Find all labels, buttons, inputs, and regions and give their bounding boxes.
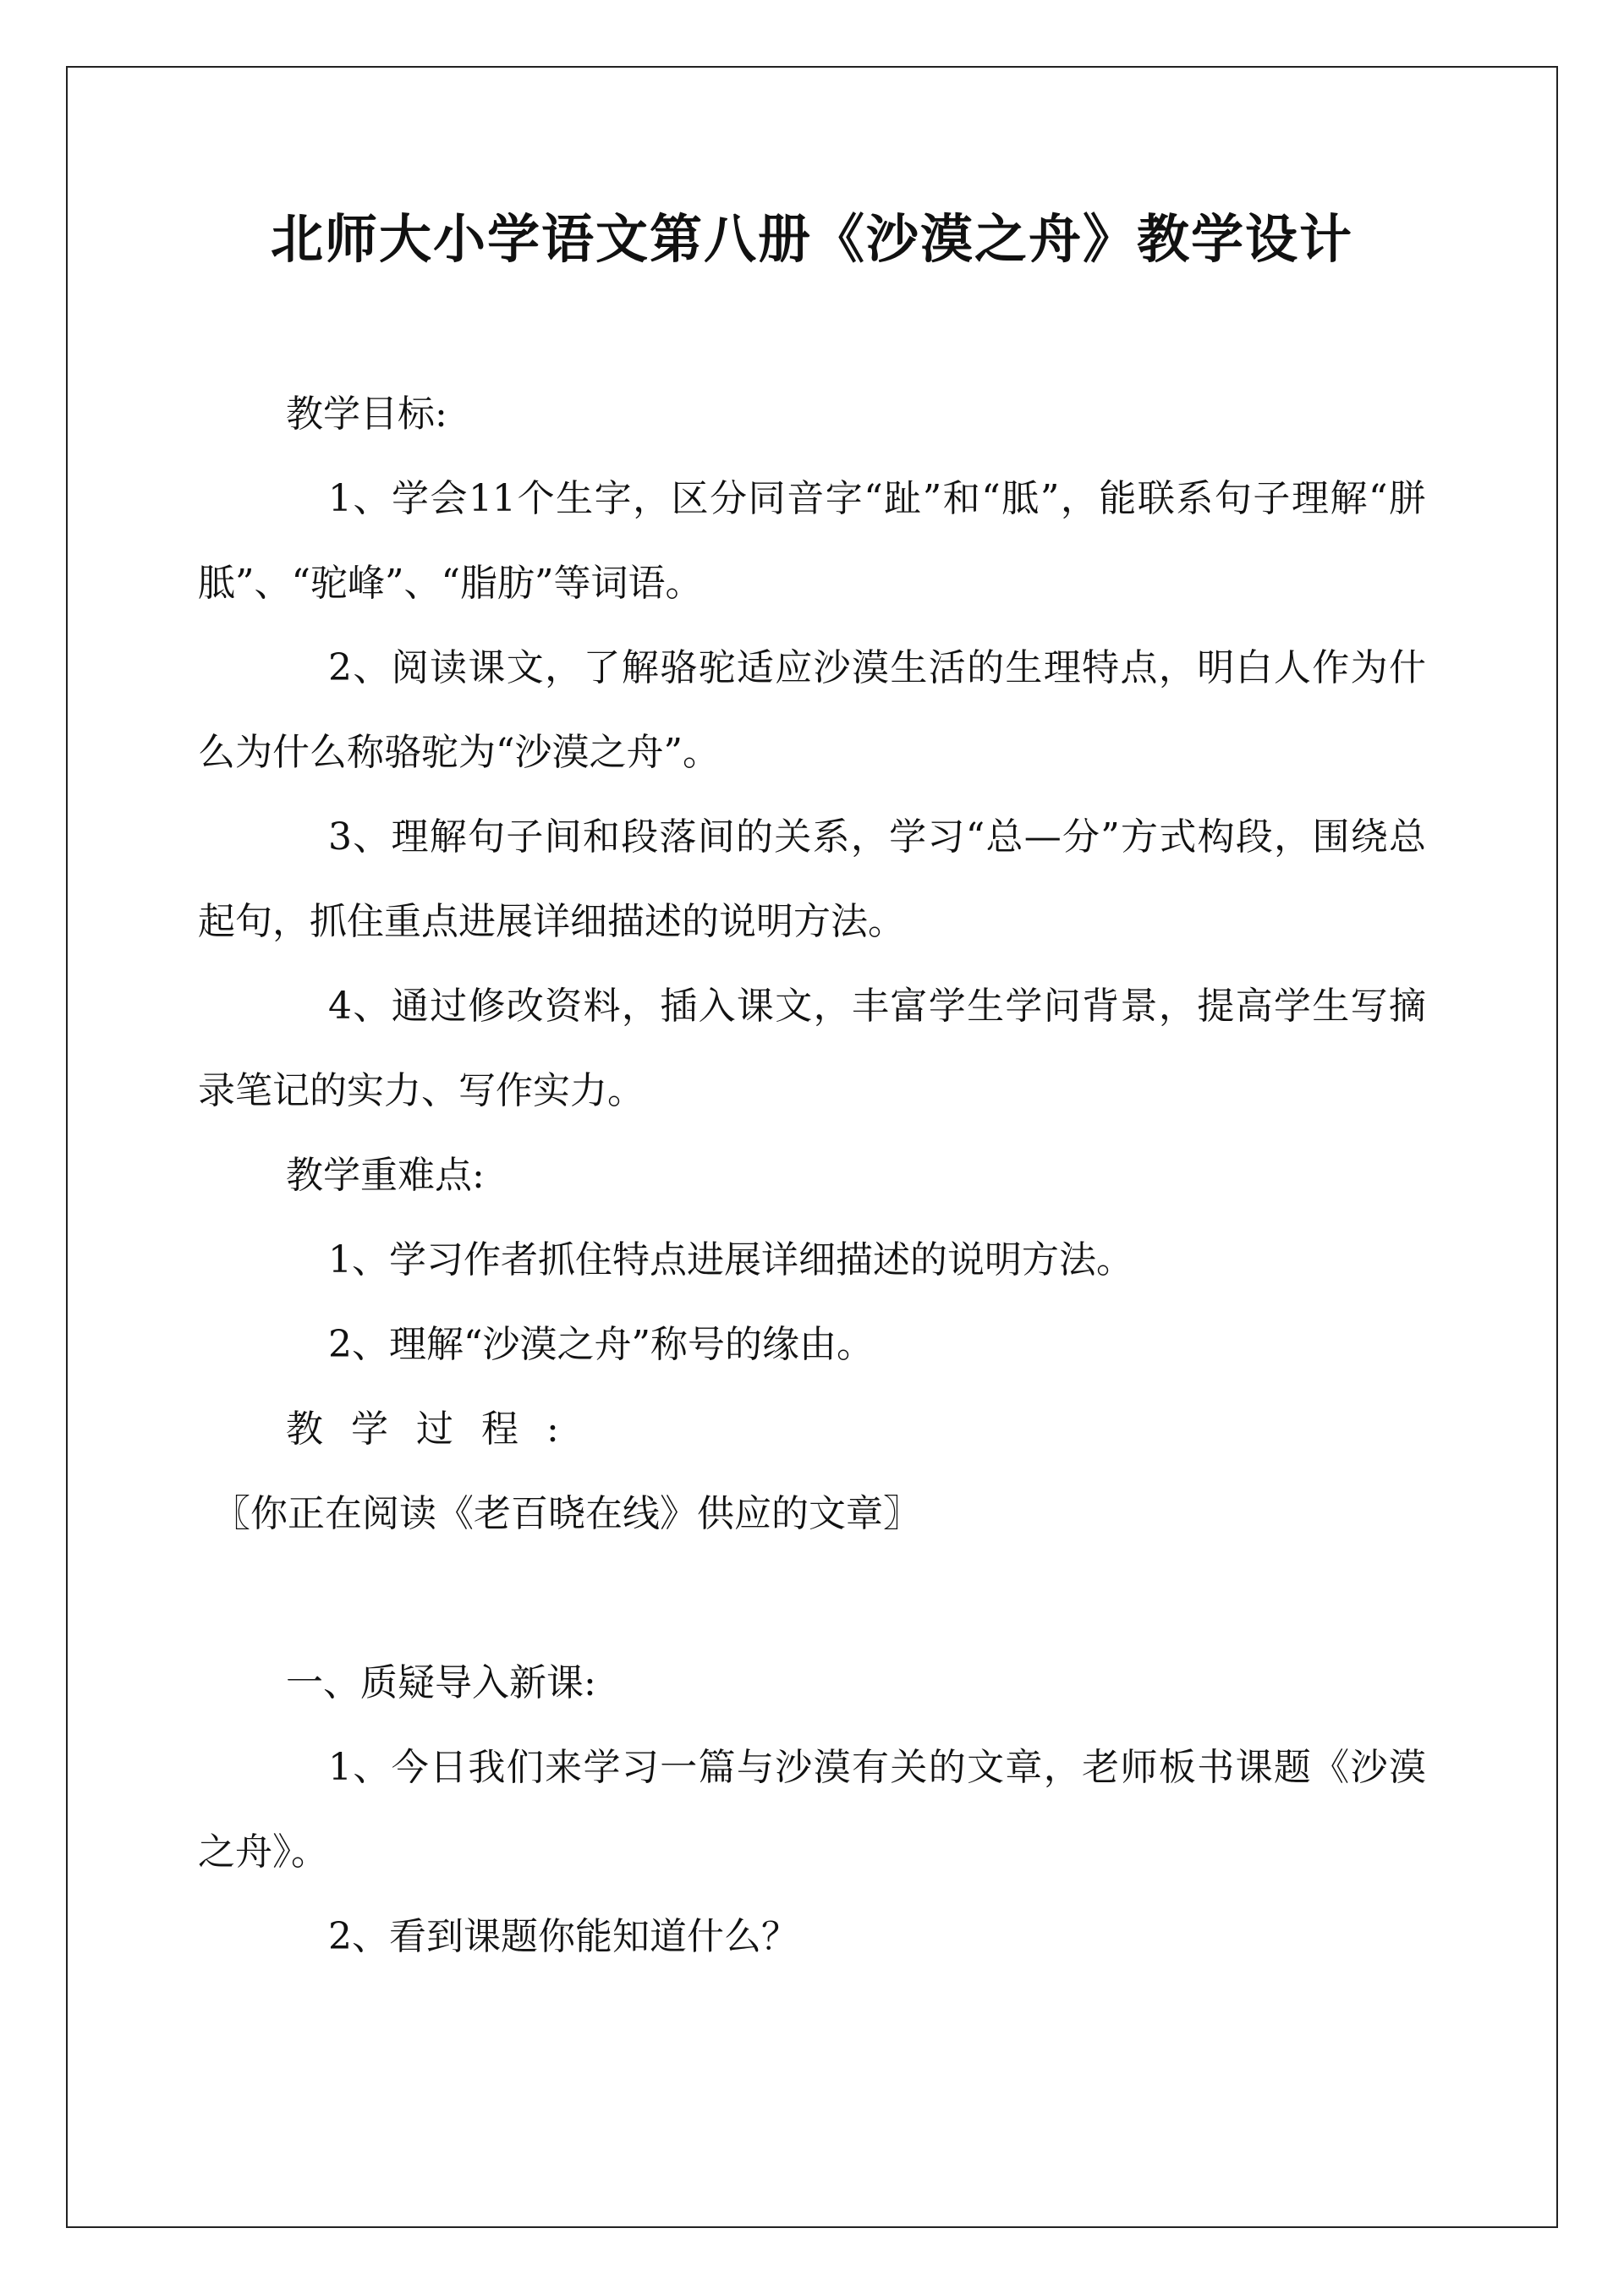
section-one-item: 2、看到课题你能知道什么？ xyxy=(328,1915,798,1958)
objective-item: 1、学会11个生字，区分同音字“趾”和“胝”，能联系句子理解“胼胝”、“驼峰”、“脂肪”等词语。 xyxy=(198,477,1426,605)
source-note: 〖你正在阅读《老百晓在线》供应的文章〗 xyxy=(213,1492,920,1535)
section-one-item: 1、今日我们来学习一篇与沙漠有关的文章，老师板书课题《沙漠之舟》。 xyxy=(198,1746,1426,1874)
blank-line xyxy=(198,1556,1426,1641)
section-one-heading: 一、质疑导入新课: xyxy=(286,1661,596,1704)
key-point-item: 2、理解“沙漠之舟”称号的缘由。 xyxy=(328,1323,874,1366)
key-points-heading: 教学重难点: xyxy=(286,1154,485,1197)
objectives-heading: 教学目标: xyxy=(286,392,447,436)
document-title: 北师大小学语文第八册《沙漠之舟》教学设计 xyxy=(270,208,1353,270)
process-heading: 教学过程: xyxy=(286,1408,587,1451)
objective-item: 4、通过修改资料，插入课文，丰富学生学问背景，提高学生写摘录笔记的实力、写作实力。 xyxy=(198,985,1426,1112)
key-point-item: 1、学习作者抓住特点进展详细描述的说明方法。 xyxy=(328,1238,1133,1281)
objective-item: 2、阅读课文，了解骆驼适应沙漠生活的生理特点，明白人作为什么为什么称骆驼为“沙漠之舟”。 xyxy=(198,646,1426,774)
document-body xyxy=(198,372,1426,1979)
objective-item: 3、理解句子间和段落间的关系，学习“总—分”方式构段，围绕总起句，抓住重点进展详细描述的说明方法。 xyxy=(198,815,1426,943)
